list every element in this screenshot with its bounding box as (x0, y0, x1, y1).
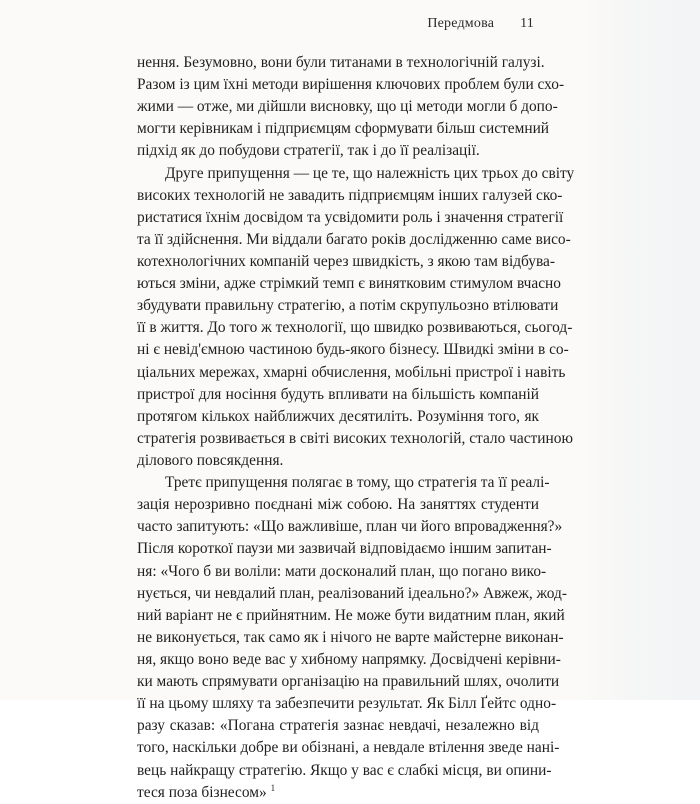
text-line-content: ні є невід'ємною частиною будь-якого бізнесу. Швидкі зміни в со- (137, 341, 569, 359)
text-line (137, 649, 561, 671)
text-line (137, 362, 566, 384)
text-line-content: часто запитують: «Що важливіше, план чи його впровадження?» (137, 518, 563, 536)
text-line-content: та її здійснення. Ми віддали багато років дослідженню саме висо- (137, 230, 571, 248)
text-line (137, 450, 539, 472)
text-line-content: могти керівникам і підприємцям сформувати більш системний (137, 120, 550, 138)
text-line (137, 96, 558, 118)
text-line-content: стратегія розвивається в світі високих технологій, стало частиною (137, 429, 573, 447)
text-line (137, 605, 565, 627)
text-line-content: ки мають спрямувати організацію на правильний шлях, очолити (137, 673, 560, 691)
text-line-content: зація нерозривно поєднані між собою. На заняттях студенти (137, 496, 539, 514)
text-line-content: її в життя. До того ж технології, що швидко розвиваються, сьогод- (137, 319, 573, 337)
text-line (137, 273, 561, 295)
text-line-content: ристатися їхнім досвідом та усвідомити роль і значення стратегії (137, 208, 564, 226)
text-line-content: високих технологій не завадить підприємцям інших галузей ско- (137, 186, 563, 204)
text-line (137, 295, 559, 317)
text-line (137, 428, 573, 450)
text-line (137, 583, 567, 605)
text-line-content: її на цьому шляху та забезпечити результат. Як Білл Ґейтс одно- (137, 695, 557, 713)
text-line (137, 317, 573, 339)
text-line (137, 671, 560, 693)
footnote-marker: 1 (270, 782, 276, 793)
text-line (137, 782, 539, 804)
body-text (137, 52, 575, 804)
text-line-content: нення. Безумовно, вони були титанами в технологічній галузі. (137, 54, 545, 71)
text-line-content: того, наскільки добре ви обізнані, а невдале втілення зведе нані- (137, 739, 560, 757)
text-line (137, 715, 539, 737)
text-line-content: нується, чи невдалий план, реалізований ідеально?» Авжеж, жод- (137, 584, 567, 602)
text-line (137, 140, 539, 162)
text-line-content: вець найкращу стратегію. Якщо у вас є слабкі місця, ви опини- (137, 761, 552, 779)
text-line-content: ються зміни, адже стрімкий темп є винятковим стимулом вчасно (137, 275, 561, 293)
text-line (137, 207, 564, 229)
text-line (137, 52, 545, 74)
text-line-content: збудувати правильну стратегію, а потім скрупульозно втілювати (137, 297, 559, 315)
text-line (137, 229, 571, 251)
text-line (137, 472, 550, 494)
text-line-content: котехнологічних компаній через швидкість, з якою там відбува- (137, 252, 556, 270)
text-line (137, 384, 539, 406)
page-edge-shading (580, 0, 700, 700)
text-line-content: ділового повсякдення. (137, 451, 284, 469)
text-line-content: Третє припущення полягає в тому, що стратегія та її реалі- (165, 474, 550, 492)
text-line (137, 627, 564, 649)
text-line (137, 163, 575, 185)
chapter-title: Передмова (427, 16, 495, 31)
text-line-content: протягом кількох найближчих десятиліть. Розуміння того, як (137, 407, 539, 425)
text-line (137, 185, 563, 207)
text-line-content: Друге припущення — це те, що належність цих трьох до світу (165, 164, 575, 182)
text-line-content: не виконується, так само як і нічого не варте майстерне виконан- (137, 628, 564, 646)
text-line-content: ціальних мережах, хмарні обчислення, мобільні пристрої і навіть (137, 363, 566, 381)
text-line-content: Після короткої паузи ми зазвичай відповідаємо іншим запитан- (137, 540, 552, 558)
text-line-content: підхід як до побудови стратегії, так і до її реалізації. (137, 142, 480, 160)
text-line (137, 760, 552, 782)
text-line-content: ний варіант не є прийнятним. Не може бути видатним план, який (137, 606, 565, 624)
text-line-content: ня, якщо воно веде вас у хибному напрямку. Досвідчені керівни- (137, 650, 561, 668)
text-line (137, 406, 539, 428)
text-line (137, 737, 560, 759)
text-line-content: разу сказав: «Погана стратегія зазнає невдачі, незалежно від (137, 717, 539, 735)
text-line (137, 74, 565, 96)
text-line-content: теся поза бізнесом» (137, 783, 267, 801)
text-line-content: пристрої для носіння будуть впливати на більшість компаній (137, 385, 539, 403)
text-line (137, 538, 552, 560)
page-number: 11 (520, 16, 534, 31)
text-line (137, 693, 557, 715)
text-line (137, 251, 556, 273)
text-line (137, 494, 539, 516)
text-line (137, 118, 550, 140)
running-header (427, 16, 534, 32)
text-line (137, 516, 563, 538)
text-line-content: жими — отже, ми дійшли висновку, що ці методи могли б допо- (137, 98, 558, 116)
text-line (137, 561, 547, 583)
text-line (137, 339, 569, 361)
text-line-content: ня: «Чого б ви воліли: мати досконалий план, що погано вико- (137, 562, 547, 580)
text-line-content: Разом із цим їхні методи вирішення ключових проблем були схо- (137, 76, 565, 94)
